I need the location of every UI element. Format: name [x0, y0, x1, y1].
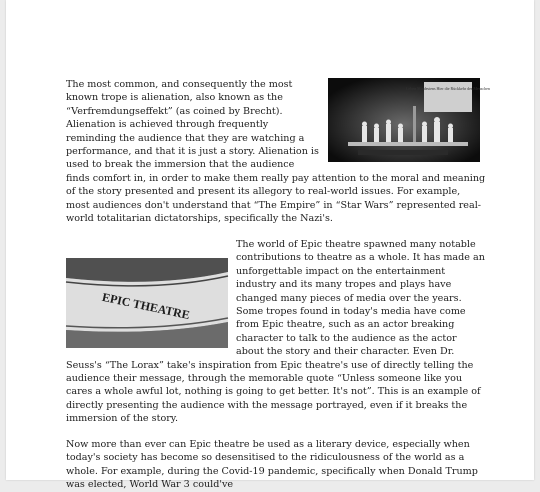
paragraph-alienation: [66, 78, 490, 225]
paragraph-now-more: [66, 438, 486, 492]
sign-photo-text: EPIC THEATRE: [100, 289, 192, 323]
document-page: [6, 0, 534, 491]
stage-sign-text: Leben Mindestens Hier die Rückkehr des Menschen: [406, 86, 490, 91]
paragraph-epic-world: [66, 238, 486, 426]
paragraph-alienation-text: The most common, and consequently the most known trope is alienation, also known as the “Verfremdungseffekt” (as coined by Brecht). Alienation is achieved through frequently reminding the audience that they are watching a performance, and that it is just a story. Alienation is used to break the immersion that the audience finds comfort in, in order to make them really pay attention to the moral and meaning of the story presented and present its allegory to real-world issues. For example, most audiences don't understand that “The Empire” in “Star Wars” represented real-world totalitarian dictatorships, specifically the Nazi's.: [66, 79, 486, 225]
paragraph-now-more-text: Now more than ever can Epic theatre be used as a literary device, especially when today's society has become so desensitised to the ridiculousness of the world as a whole. For example, during the Covid-19 pandemic, specifically when Donald Trump was elected, World War 3 could've: [66, 439, 478, 491]
paragraph-epic-world-text: The world of Epic theatre spawned many notable contributions to theatre as a whole. It has made an unforgettable impact on the entertainment industry and its many tropes and plays have changed many pieces of media over the years. Some tropes found in today's media have come from Epic theatre, such as an actor breaking character to talk to the audience as the actor about the story and their character. Even Dr. Seuss's “The Lorax” take's inspiration from Epic theatre's use of directly telling the audience their message, through the memorable quote “Unless someone like you cares a whole awful lot, nothing is going to get better. It's not”. This is an example of directly presenting the audience with the message portrayed, even if it breaks the immersion of the story.: [66, 239, 485, 425]
epic-theatre-sign-photo: [66, 258, 228, 348]
stage-photo: [328, 78, 490, 162]
